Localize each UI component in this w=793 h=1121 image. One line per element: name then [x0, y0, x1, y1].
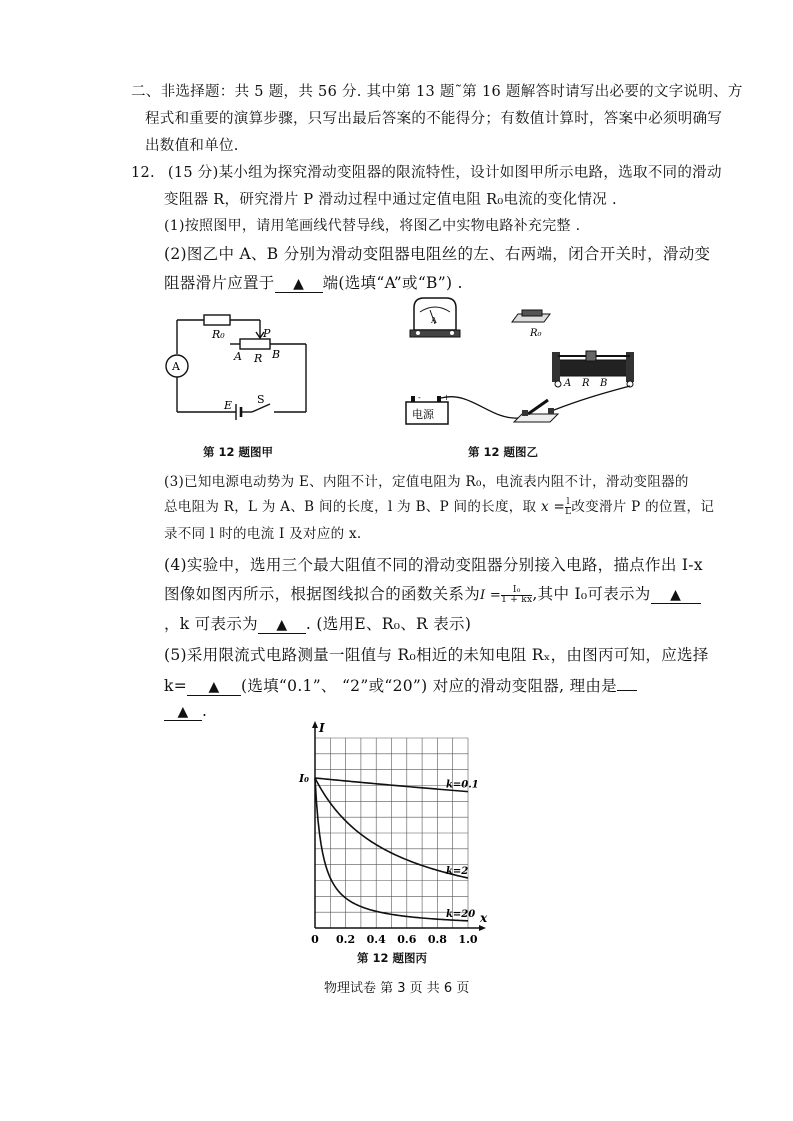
resistor-r0: [204, 315, 230, 325]
switch-device: [514, 400, 558, 422]
component-figure-yi: [400, 290, 650, 440]
part-3-line-1: (3)已知电源电动势为 E、内阻不计，定值电阻为 R₀，电流表内阻不计，滑动变阻器的: [164, 474, 689, 490]
series-label: k=20: [446, 908, 476, 920]
label-a-device: A: [564, 378, 572, 389]
label-r0: R₀: [212, 328, 225, 341]
caption-figure-bing: 第 12 题图丙: [357, 951, 428, 965]
x-tick-label: 0.8: [427, 933, 447, 946]
part-1-text: (1)按照图甲，请用笔画线代替导线，将图乙中实物电路补充完整 .: [164, 218, 581, 234]
ammeter-label: A: [172, 360, 180, 373]
part-2-line-1: (2)图乙中 A、B 分别为滑动变阻器电阻丝的左、右两端，闭合开关时，滑动变: [164, 245, 711, 263]
ammeter-device: [410, 298, 460, 337]
x-tick-label: 0.4: [366, 933, 386, 946]
question-12-intro-line-2: 变阻器 R，研究滑片 P 滑动过程中通过定值电阻 R₀电流的变化情况 .: [164, 192, 617, 208]
answer-blank-4-i0[interactable]: ▲: [651, 586, 701, 604]
answer-blank-5-reason[interactable]: ▲: [164, 703, 202, 721]
answer-blank-5-k[interactable]: ▲: [187, 678, 241, 696]
part-2-line-2: 阻器滑片应置于 ▲ 端(选填“A”或“B”) .: [164, 274, 463, 292]
part-4-line-1: (4)实验中，选用三个最大阻值不同的滑动变阻器分别接入电路，描点作出 I-x: [164, 556, 703, 574]
label-r-device: R: [582, 378, 590, 389]
x-tick-label: 0.6: [397, 933, 417, 946]
resistor-r0-device: [512, 310, 550, 339]
x-axis-arrow: [479, 925, 486, 931]
part-3-line-3: 录不同 l 时的电流 I 及对应的 x.: [164, 526, 362, 542]
question-number: 12.: [131, 165, 155, 181]
label-a: A: [234, 350, 242, 363]
x-tick-label: 0.2: [336, 933, 356, 946]
series-label: k=0.1: [446, 779, 479, 791]
section-line-3: 出数值和单位.: [145, 138, 239, 154]
ammeter-device-label: A: [431, 316, 437, 325]
section-line-1: 二、非选择题：共 5 题，共 56 分. 其中第 13 题˜第 16 题解答时请写出必要的文字说明、方: [131, 84, 743, 100]
wire-switch-rheostat: [554, 386, 630, 410]
part-4-line-3: ，k 可表示为 ▲ . (选用E、R₀、R 表示): [164, 615, 472, 633]
part-5-line-2: k= ▲ (选填“0.1”、 “2”或“20”) 对应的滑动变阻器, 理由是: [164, 674, 637, 696]
label-s: S: [257, 393, 265, 406]
x-axis-label: x: [480, 911, 488, 925]
answer-blank-2[interactable]: ▲: [275, 275, 323, 293]
label-r: R: [254, 352, 263, 365]
rheostat-device: [552, 351, 634, 389]
label-p: P: [263, 327, 271, 340]
caption-figure-yi: 第 12 题图乙: [468, 445, 539, 459]
section-line-2: 程式和重要的演算步骤，只写出最后答案的不能得分；有数值计算时，答案中必须明确写: [145, 111, 723, 127]
part-5-line-3: ▲ .: [164, 702, 207, 721]
label-r0-device: R₀: [530, 328, 542, 339]
part-4-line-2: 图像如图丙所示，根据图线拟合的函数关系为I = $\frac{\text{I₀}}{1 + kx}$ ,其中 I₀可表示为 ▲: [164, 582, 701, 605]
fraction-l-over-L: $\frac{l}{L}$: [565, 497, 572, 517]
wire-power-switch: [441, 397, 518, 418]
power-label: 电源: [412, 408, 434, 421]
minus-terminal-label: -: [418, 393, 421, 402]
series-label: k=2: [446, 866, 469, 877]
plus-terminal-label: +: [443, 393, 450, 402]
answer-blank-4-k[interactable]: ▲: [258, 616, 306, 634]
part-3-line-2: 总电阻为 R，L 为 A、B 间的长度，l 为 B、P 间的长度，取 x = $\frac{l}{L}$ 改变滑片 P 的位置，记: [164, 497, 715, 517]
x-tick-label: 0: [311, 933, 319, 946]
label-b: B: [272, 348, 281, 361]
y-axis-arrow: [312, 721, 318, 728]
y-mark-i0: I₀: [299, 772, 309, 785]
rheostat: [240, 339, 270, 349]
circuit-diagram-jia: [160, 310, 320, 450]
x-tick-label: 1.0: [458, 933, 478, 946]
y-axis-label: I: [319, 721, 325, 735]
label-b-device: B: [600, 378, 608, 389]
chart-figure-bing: [290, 720, 500, 950]
fraction-i0-over-1pluskx: $\frac{\text{I₀}}{1 + kx}$: [501, 584, 533, 605]
caption-figure-jia: 第 12 题图甲: [203, 445, 274, 459]
part-5-line-1: (5)采用限流式电路测量一阻值与 R₀相近的未知电阻 Rₓ，由图丙可知，应选择: [164, 646, 709, 664]
question-12-intro-line-1: 12. (15 分)某小组为探究滑动变阻器的限流特性，设计如图甲所示电路，选取不同的滑动: [131, 165, 722, 181]
page-footer: 物理试卷 第 3 页 共 6 页: [324, 981, 470, 996]
label-e: E: [224, 399, 233, 412]
